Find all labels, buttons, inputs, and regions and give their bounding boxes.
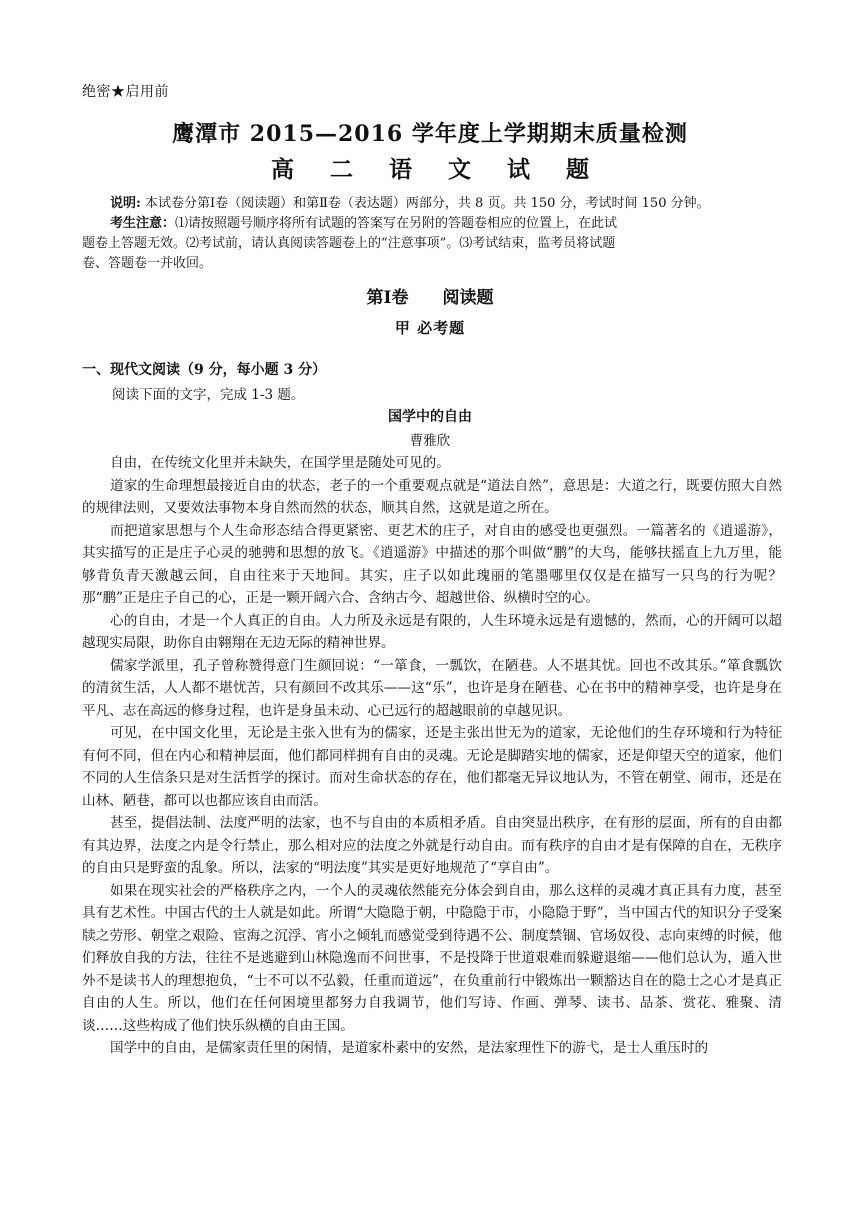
article-paragraph: 甚至，提倡法制、法度严明的法家，也不与自由的本质相矛盾。自由突显出秩序，在有形的层面，所有的自由都有其边界，法度之内是令行禁止，那么相对应的法度之外就是行动自由。而有秩序的自由才是有保障的自在，无秩序的自由只是野蛮的乱象。所以，法家的“明法度”其实是更好地规范了“享自由”。 xyxy=(82,815,782,876)
article-paragraph: 而把道家思想与个人生命形态结合得更紧密、更艺术的庄子，对自由的感受也更强烈。一篇著名的《逍遥游》，其实描写的正是庄子心灵的驰骋和思想的放飞。《逍遥游》中描述的那个叫做“鹏”的大鸟，能够扶摇直上九万里，能够背负青天激越云间，自由往来于天地间。其实，庄子以如此瑰丽的笔墨哪里仅仅是在描写一只鸟的行为呢？那“鹏”正是庄子自己的心，正是一颗开阔六合、含纳古今、超越世俗、纵横时空的心。 xyxy=(82,522,782,606)
part-heading: 甲 必考题 xyxy=(394,319,466,337)
article-paragraph: 如果在现实社会的严格秩序之内，一个人的灵魂依然能充分体会到自由，那么这样的灵魂才真正具有力度，甚至具有艺术性。中国古代的士人就是如此。所谓“大隐隐于朝，中隐隐于市，小隐隐于野”，当中国古代的知识分子受案牍之劳形、朝堂之艰险、宦海之沉浮、宵小之倾轧而感觉受到待遇不公、制度禁锢、官场奴役、志向束缚的时候，他们释放自我的方法，往往不是逃避到山林隐逸而不问世事，不是投降于世道艰难而躲避退缩——他们总认为，遁入世外不是读书人的理想抱负，“士不可以不弘毅，任重而道远”，在负重前行中锻炼出一颗豁达自在的隐士之心才是真正自由的人生。所以，他们在任何困境里都努力自我调节，他们写诗、作画、弹琴、读书、品茶、赏花、雅聚、清谈……这些构成了他们快乐纵横的自由王国。 xyxy=(82,882,782,1034)
attention-line-3: 卷、答题卷一并收回。 xyxy=(82,256,213,271)
volume-name: 阅读题 xyxy=(442,288,494,308)
exam-subtitle: 高 二 语 文 试 题 xyxy=(270,156,604,183)
volume-heading xyxy=(0,283,860,308)
question-instruction: 阅读下面的文字，完成 1-3 题。 xyxy=(112,387,305,403)
article-title: 国学中的自由 xyxy=(388,409,472,425)
attention-line-1 xyxy=(82,214,782,234)
attention-label: 考生注意： xyxy=(110,216,176,231)
article-paragraph: 自由，在传统文化里并未缺失，在国学里是随处可见的。 xyxy=(110,455,450,471)
article-paragraph: 儒家学派里，孔子曾称赞得意门生颜回说：“一箪食，一瓢饮，在陋巷。人不堪其忧。回也不改其乐。”箪食瓢饮的清贫生活，人人都不堪忧苦，只有颜回不改其乐——这“乐”，也许是身在陋巷、心在书中的精神享受，也许是身在平凡、志在高远的修身过程，也许是身虽未动、心已远行的超越眼前的卓越见识。 xyxy=(82,657,782,719)
volume-number: 第Ⅰ卷 xyxy=(366,288,409,308)
article-body xyxy=(82,452,782,1060)
description-line xyxy=(82,194,782,214)
description-text: 本试卷分第Ⅰ卷（阅读题）和第Ⅱ卷（表达题）两部分，共 8 页。共 150 分，考试时间 150 分钟。 xyxy=(140,196,710,211)
exam-title: 鹰潭市 2015—2016 学年度上学期期末质量检测 xyxy=(172,121,688,147)
secret-mark: 绝密★启用前 xyxy=(82,84,169,100)
article-author: 曹雅欣 xyxy=(409,433,451,449)
article-paragraph: 国学中的自由，是儒家责任里的闲情，是道家朴素中的安然，是法家理性下的游弋，是士人重压时的 xyxy=(110,1040,709,1056)
question-heading: 一、现代文阅读（9 分，每小题 3 分） xyxy=(82,362,327,378)
article-paragraph: 可见，在中国文化里，无论是主张入世有为的儒家，还是主张出世无为的道家，无论他们的生存环境和行为特征有何不同，但在内心和精神层面，他们都同样拥有自由的灵魂。无论是脚踏实地的儒家，还是仰望天空的道家，他们不同的人生信条只是对生活哲学的探讨。而对生命状态的存在，他们都毫无异议地认为，不管在朝堂、闹市，还是在山林、陋巷，都可以也都应该自由而活。 xyxy=(82,725,782,809)
attention-text-1: ⑴请按照题号顺序将所有试题的答案写在另附的答题卷相应的位置上，在此试 xyxy=(175,216,618,231)
attention-line-2: 题卷上答题无效。⑵考试前，请认真阅读答题卷上的“注意事项”。⑶考试结束，监考员将试题 xyxy=(82,236,616,251)
article-paragraph: 心的自由，才是一个人真正的自由。人力所及永远是有限的，人生环境永远是有遗憾的，然而，心的开阔可以超越现实局限，助你自由翱翔在无边无际的精神世界。 xyxy=(82,612,782,651)
article-paragraph: 道家的生命理想最接近自由的状态，老子的一个重要观点就是“道法自然”，意思是：大道之行，既要仿照大自然的规律法则，又要效法事物本身自然而然的状态，顺其自然，这就是道之所在。 xyxy=(82,477,782,516)
exam-notes xyxy=(82,194,782,274)
description-label: 说明: xyxy=(110,196,141,211)
